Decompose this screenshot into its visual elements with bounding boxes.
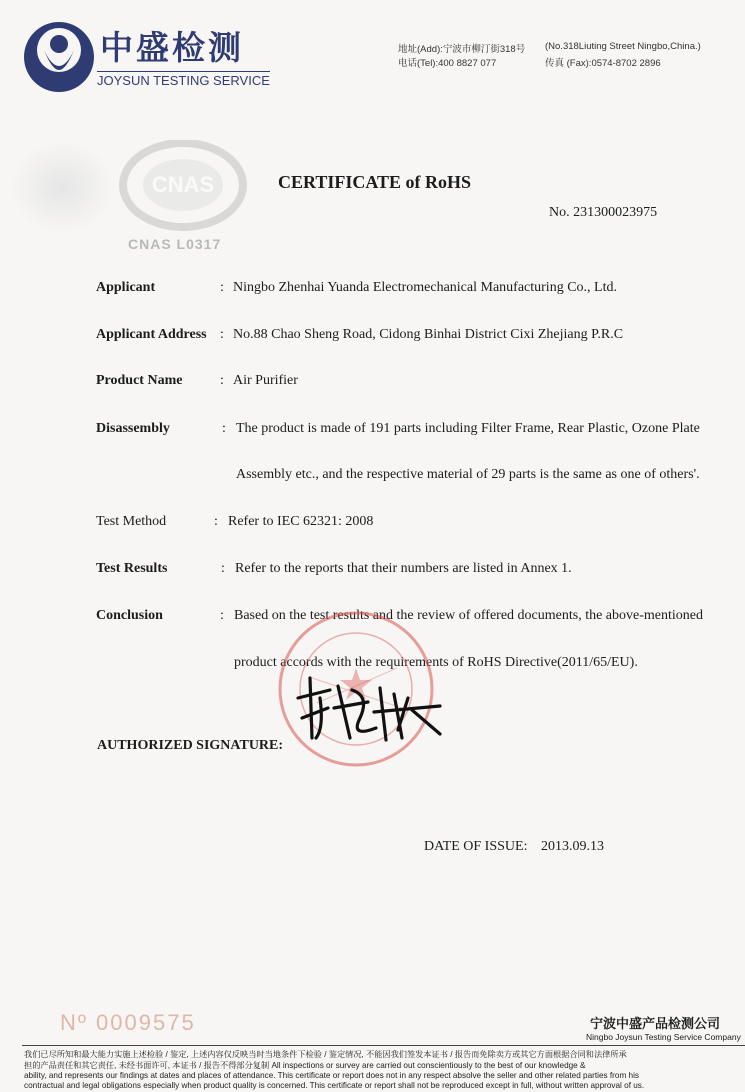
test-results-value: Refer to the reports that their numbers are listed in Annex 1.	[235, 561, 572, 576]
svg-text:CNAS: CNAS	[151, 172, 215, 197]
applicant-label: Applicant	[96, 280, 156, 295]
applicant-address-label: Applicant Address	[96, 327, 207, 342]
colon: :	[221, 561, 225, 576]
colon: :	[220, 608, 224, 623]
conclusion-value-line1: Based on the test results and the review of offered documents, the above-mentioned	[234, 608, 703, 623]
serial-number: Nº 0009575	[60, 1010, 196, 1035]
company-name-english: Ningbo Joysun Testing Service Company	[586, 1032, 741, 1042]
certificate-title: CERTIFICATE of RoHS	[278, 172, 472, 192]
applicant-address-value: No.88 Chao Sheng Road, Cidong Binhai District Cixi Zhejiang P.R.C	[233, 327, 624, 342]
test-method-value: Refer to IEC 62321: 2008	[228, 514, 374, 529]
joysun-logo-icon	[22, 20, 96, 94]
footer-divider	[22, 1045, 745, 1046]
address-english: (No.318Liuting Street Ningbo,China.)	[545, 41, 701, 52]
product-name-value: Air Purifier	[233, 373, 298, 388]
colon: :	[222, 421, 226, 436]
date-of-issue-label: DATE OF ISSUE:	[424, 839, 528, 854]
disclaimer-line3: ability, and represents our findings at dates and places of attendance. This certificate or report does not in any respect absolve the seller and other related parties from his	[24, 1071, 640, 1080]
handwritten-signature-icon	[290, 668, 450, 748]
cnas-code: CNAS L0317	[128, 236, 222, 252]
disassembly-label: Disassembly	[96, 421, 170, 436]
authorized-signature-label: AUTHORIZED SIGNATURE:	[97, 738, 284, 753]
test-results-label: Test Results	[96, 561, 168, 576]
product-name-label: Product Name	[96, 373, 183, 388]
colon: :	[220, 280, 224, 295]
disclaimer-line4: contractual and legal obligations especially when product quality is concerned. This certificate or report shall not be reproduced except in full, without written approval of us.	[24, 1081, 645, 1090]
conclusion-label: Conclusion	[96, 608, 163, 623]
disassembly-value-line2: Assembly etc., and the respective material of 29 parts is the same as one of others'.	[236, 467, 700, 482]
test-method-label: Test Method	[96, 514, 167, 529]
company-name-chinese: 宁波中盛产品检测公司	[590, 1017, 721, 1032]
address-chinese: 地址(Add):宁波市柳汀街318号	[398, 44, 526, 55]
certificate-number: No. 231300023975	[549, 205, 658, 220]
watermark-blot	[10, 140, 115, 235]
colon: :	[220, 327, 224, 342]
colon: :	[214, 514, 218, 529]
colon: :	[220, 373, 224, 388]
disclaimer-line2: 担的产品责任和其它责任, 未经书面许可, 本证书 / 报告不得部分复制 All inspections or survey are carried out conscientiously to the best of our knowledge &	[24, 1061, 586, 1070]
logo-english-name: JOYSUN TESTING SERVICE	[97, 73, 270, 88]
telephone: 电话(Tel):400 8827 077	[398, 58, 497, 69]
applicant-value: Ningbo Zhenhai Yuanda Electromechanical Manufacturing Co., Ltd.	[233, 280, 617, 295]
conclusion-value-line2: product accords with the requirements of RoHS Directive(2011/65/EU).	[234, 655, 638, 670]
disclaimer-line1: 我们已尽所知和最大能力实施上述检验 / 鉴定, 上述内容仅反映当时当地条件下检验 / 鉴定情况, 不能因我们签发本证书 / 报告而免除卖方或其它方面根据合同和法律所承	[24, 1050, 627, 1059]
date-of-issue-value: 2013.09.13	[541, 839, 604, 854]
logo-chinese-name: 中盛检测	[100, 28, 244, 67]
disassembly-value-line1: The product is made of 191 parts including Filter Frame, Rear Plastic, Ozone Plate	[236, 421, 700, 436]
fax: 传真 (Fax):0574-8702 2896	[545, 58, 661, 69]
